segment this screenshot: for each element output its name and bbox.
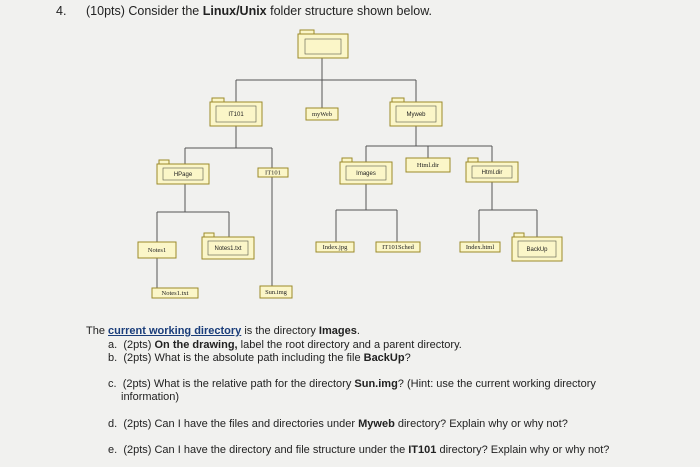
images-folder-node [340,158,392,184]
myweb-lower-node [306,108,338,120]
sun-img-node [260,286,292,298]
node-label: IT101Sched [382,243,414,251]
node-label: Html.dir [416,161,440,169]
notes1-node [138,242,176,258]
myweb-folder-node [390,98,442,126]
node-label: Notes1.txt [161,289,189,297]
it101-plain-node [258,168,288,177]
html-dir-folder-node [466,158,518,182]
it101-sched-node [376,242,420,252]
intro-line: The current working directory is the directory Images. [86,325,360,337]
node-label: IT101 [265,169,281,177]
part-a: a. (2pts) On the drawing, label the root directory and a parent directory. [108,339,462,351]
node-label: myWeb [311,110,333,118]
node-label: HPage [173,172,193,179]
part-d: d. (2pts) Can I have the files and directories under Myweb directory? Explain why or why not? [108,418,568,430]
question-number: 4. [56,4,67,18]
node-label: IT101 [228,112,244,119]
node-label: Notes1.txt [214,246,242,253]
index-html-node [460,242,500,252]
node-label: Index.html [465,243,495,251]
node-label: Notes1 [147,246,167,254]
question-text: (10pts) Consider the Linux/Unix folder structure shown below. [86,4,433,18]
part-c-cont: information) [121,391,180,403]
backup-folder-node [512,233,562,261]
node-label: Index.jpg [322,243,348,251]
index-jpg-node [316,242,354,252]
node-label: Images [356,171,376,178]
html-dir-plain-node [406,158,450,172]
notes1-txt-file-node [152,288,198,298]
node-label: BackUp [526,247,548,254]
part-e: e. (2pts) Can I have the directory and file structure under the IT101 directory? Explain why or why not? [108,444,610,456]
part-c: c. (2pts) What is the relative path for the directory Sun.img? (Hint: use the current working directory [108,378,596,390]
node-label: Myweb [406,112,426,119]
cwd-link[interactable]: current working directory [108,325,242,337]
notes1-txt-folder-node [202,233,254,259]
part-b: b. (2pts) What is the absolute path including the file BackUp? [108,352,411,364]
node-label: Html.dir [481,170,503,177]
it101-folder-node [210,98,262,126]
hpage-folder-node [157,160,209,184]
node-label: Sun.img [265,288,287,296]
root-folder-icon [298,30,348,58]
